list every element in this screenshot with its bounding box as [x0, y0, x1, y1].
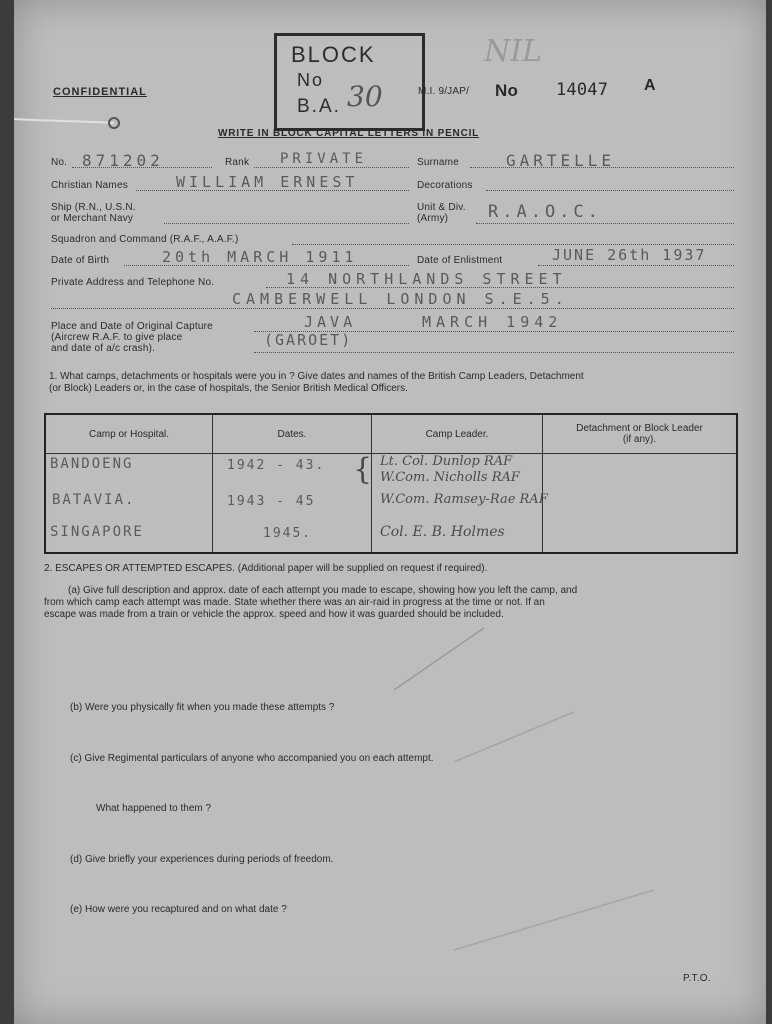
nil-annotation: NIL — [484, 34, 543, 69]
unit-label-2: (Army) — [417, 213, 449, 224]
christian-names-value: WILLIAM ERNEST — [176, 173, 359, 191]
capture-place: JAVA — [304, 313, 357, 331]
q2-title: 2. ESCAPES OR ATTEMPTED ESCAPES. (Additional paper will be supplied on request if required). — [44, 563, 488, 574]
unit-value: R.A.O.C. — [488, 202, 602, 222]
q2-e: (e) How were you recaptured and on what date ? — [70, 904, 287, 915]
header-leader: Camp Leader. — [372, 414, 543, 454]
q2-a-1: (a) Give full description and approx. date of each attempt you made to escape, showing how you left the camp, and — [68, 585, 578, 596]
confidential-label: CONFIDENTIAL — [53, 86, 147, 98]
address-label: Private Address and Telephone No. — [51, 277, 215, 288]
dates-row-3: 1943 - 45 — [227, 494, 316, 509]
q2-c-2: What happened to them ? — [96, 803, 212, 814]
no-field-label: No. — [51, 157, 68, 168]
stamp-no: No — [297, 70, 325, 90]
stamp-number: 30 — [347, 80, 383, 113]
dob-label: Date of Birth — [51, 255, 110, 266]
address-value-1: 14 NORTHLANDS STREET — [286, 270, 567, 288]
enlistment-label: Date of Enlistment — [417, 255, 503, 266]
header-dates: Dates. — [213, 414, 372, 454]
q2-a-3: escape was made from a train or vehicle the approx. speed and how it was guarded should be included. — [44, 609, 504, 620]
q1-text-2: (or Block) Leaders or, in the case of hospitals, the Senior British Medical Officers. — [49, 383, 408, 394]
leader-row-4: Col. E. B. Holmes — [380, 524, 505, 540]
instruction-heading: WRITE IN BLOCK CAPITAL LETTERS IN PENCIL — [218, 128, 480, 139]
brace-mark: { — [353, 452, 373, 487]
no-field-value: 871202 — [82, 151, 164, 170]
stamp-block: BLOCK — [291, 42, 376, 67]
no-label: No — [495, 81, 519, 100]
leader-row-1: Lt. Col. Dunlop RAF — [380, 454, 513, 469]
rank-value: PRIVATE — [280, 151, 368, 167]
surname-label: Surname — [417, 157, 459, 168]
serial-number: 14047 — [556, 80, 609, 100]
pto-label: P.T.O. — [683, 973, 711, 984]
leader-row-3: W.Com. Ramsey-Rae RAF — [380, 492, 548, 507]
dates-row-1: 1942 - 43. — [227, 458, 326, 473]
squadron-label: Squadron and Command (R.A.F., A.A.F.) — [51, 234, 239, 245]
dates-row-4: 1945. — [263, 526, 313, 541]
mi-reference: M.I. 9/JAP/ — [418, 86, 470, 97]
stamp-ba: B.A. — [297, 96, 341, 117]
decorations-label: Decorations — [417, 180, 473, 191]
serial-suffix: A — [644, 77, 656, 94]
q2-d: (d) Give briefly your experiences during periods of freedom. — [70, 854, 334, 865]
q2-b: (b) Were you physically fit when you made these attempts ? — [70, 702, 335, 713]
ship-label: Ship (R.N., U.S.N. — [51, 202, 136, 213]
capture-date: MARCH 1942 — [422, 313, 563, 331]
camp-row-4: SINGAPORE — [50, 524, 144, 540]
dob-value: 20th MARCH 1911 — [162, 248, 358, 266]
capture-place-2: (GAROET) — [264, 331, 353, 349]
header-camp: Camp or Hospital. — [45, 414, 213, 454]
unit-label: Unit & Div. — [417, 202, 466, 213]
q2-c: (c) Give Regimental particulars of anyone who accompanied you on each attempt. — [70, 753, 434, 764]
enlistment-value: JUNE 26th 1937 — [552, 246, 707, 264]
q1-text-1: 1. What camps, detachments or hospitals were you in ? Give dates and names of the British Camp Leaders, Detachment — [49, 371, 584, 382]
header-detachment: Detachment or Block Leader (if any). — [543, 414, 738, 454]
christian-names-label: Christian Names — [51, 180, 128, 191]
camp-row-3: BATAVIA. — [52, 492, 136, 508]
rank-label: Rank — [225, 157, 250, 168]
capture-label-2: (Aircrew R.A.F. to give place — [51, 332, 183, 343]
pencil-marks — [14, 0, 766, 1024]
camp-row-1: BANDOENG — [50, 456, 134, 472]
q2-a-2: from which camp each attempt was made. State whether there was an air-raid in progress at the time or not. If an — [44, 597, 545, 608]
capture-label-1: Place and Date of Original Capture — [51, 321, 213, 332]
address-value-2: CAMBERWELL LONDON S.E.5. — [232, 290, 569, 308]
ship-label-2: or Merchant Navy — [51, 213, 134, 224]
surname-value: GARTELLE — [506, 151, 616, 170]
leader-row-2: W.Com. Nicholls RAF — [380, 470, 520, 485]
form-page — [14, 0, 766, 1024]
capture-label-3: and date of a/c crash). — [51, 343, 156, 354]
